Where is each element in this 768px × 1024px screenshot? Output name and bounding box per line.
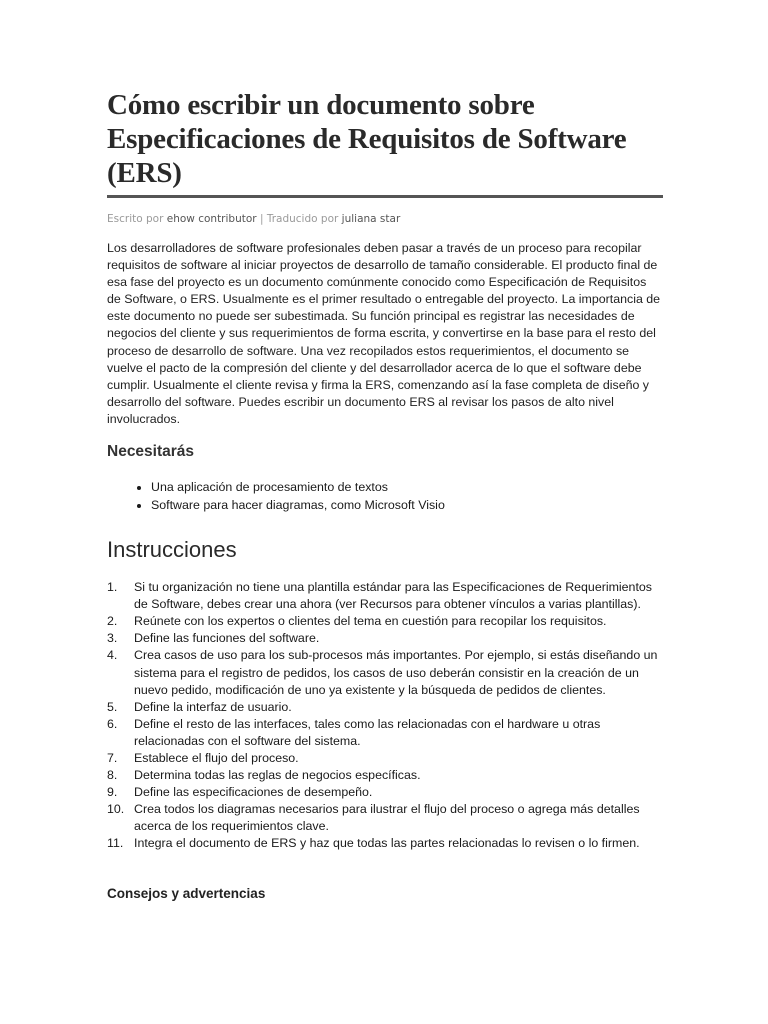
instructions-heading: Instrucciones: [107, 537, 237, 563]
step-text: Determina todas las reglas de negocios específicas.: [134, 768, 421, 783]
step-text: Reúnete con los expertos o clientes del tema en cuestión para recopilar los requisitos.: [134, 614, 607, 629]
step-text: Si tu organización no tiene una plantilla estándar para las Especificaciones de Requerimientos de Software, debes crear una ahora (ver Recursos para obtener vínculos a varias plantillas).: [134, 580, 652, 612]
written-by-label: Escrito por: [107, 213, 164, 225]
step-number: 2.: [107, 614, 118, 629]
step-text: Crea todos los diagramas necesarios para ilustrar el flujo del proceso o agrega más detalles acerca de los requerimientos clave.: [134, 802, 640, 834]
instructions-list: [107, 579, 663, 853]
list-item: [107, 647, 663, 698]
needs-list: [107, 479, 663, 514]
step-text: Define las funciones del software.: [134, 631, 320, 646]
step-text: Define el resto de las interfaces, tales como las relacionadas con el hardware u otras relacionadas con el software del sistema.: [134, 716, 601, 748]
author-name: ehow contributor: [166, 213, 257, 225]
step-number: 8.: [107, 768, 118, 783]
list-item: [107, 699, 663, 716]
translator-name: juliana star: [341, 213, 401, 225]
step-number: 4.: [107, 648, 118, 663]
list-item: [107, 784, 663, 801]
list-item: [107, 716, 663, 750]
step-number: 1.: [107, 580, 118, 595]
document-page: [107, 88, 663, 901]
step-text: Define las especificaciones de desempeño.: [134, 785, 373, 800]
list-item: [107, 801, 663, 835]
list-item: [107, 630, 663, 647]
step-text: Define la interfaz de usuario.: [134, 699, 292, 714]
translated-by-label: Traducido por: [266, 213, 339, 225]
list-item: • Una aplicación de procesamiento de textos: [151, 479, 663, 497]
tips-heading: Consejos y advertencias: [107, 885, 266, 901]
title-divider: [107, 195, 663, 198]
step-number: 11.: [107, 836, 124, 851]
needs-heading: Necesitarás: [107, 443, 195, 461]
list-item: [107, 613, 663, 630]
list-item: [107, 767, 663, 784]
step-text: Integra el documento de ERS y haz que todas las partes relacionadas lo revisen o lo firmen.: [134, 836, 640, 851]
step-number: 10.: [107, 802, 125, 817]
step-number: 7.: [107, 750, 118, 765]
list-item: • Software para hacer diagramas, como Microsoft Visio: [151, 497, 663, 515]
intro-paragraph: Los desarrolladores de software profesionales deben pasar a través de un proceso para recopilar requisitos de software al iniciar proyectos de desarrollo de tamaño considerable. El producto final de esa fase del proyecto es un documento comúnmente conocido como Especificación de Requisitos de Software, o ERS. Usualmente es el primer resultado o entregable del proyecto. La importancia de este documento no puede ser subestimada. Su función principal es registrar las necesidades de negocios del cliente y sus requerimientos de forma escrita, y convertirse en la base para el resto del proceso de desarrollo de software. Una vez recopilados estos requerimientos, el documento se vuelve el pacto de la compresión del cliente y del desarrollador acerca de lo que el software debe cumplir. Usualmente el cliente revisa y firma la ERS, comenzando así la fase completa de diseño y desarrollo del software. Puedes escribir un documento ERS al revisar los pasos de alto nivel involucrados.: [107, 241, 661, 426]
step-number: 3.: [107, 631, 118, 646]
byline: [107, 212, 663, 226]
page-title: Cómo escribir un documento sobre Especificaciones de Requisitos de Software (ERS): [107, 89, 627, 189]
list-item: [107, 835, 663, 852]
step-number: 5.: [107, 699, 118, 714]
step-number: 6.: [107, 716, 118, 731]
step-text: Crea casos de uso para los sub-procesos más importantes. Por ejemplo, si estás diseñando un sistema para el registro de pedidos, los casos de uso deberán consistir en la creación de un nuevo pedido, modificación de uno ya existente y la búsqueda de pedidos de clientes.: [134, 648, 658, 697]
step-number: 9.: [107, 785, 118, 800]
list-item: [107, 579, 663, 613]
byline-separator: |: [259, 213, 264, 225]
step-text: Establece el flujo del proceso.: [134, 750, 299, 765]
list-item: [107, 750, 663, 767]
